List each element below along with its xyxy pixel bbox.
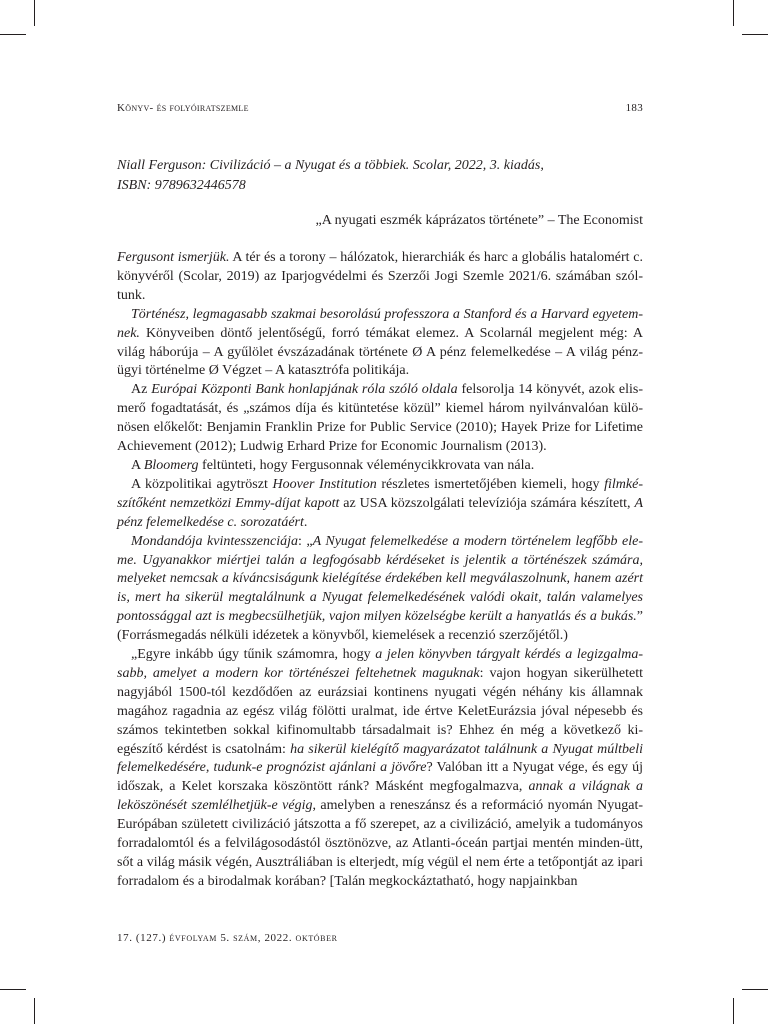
book-citation	[117, 156, 643, 195]
text-run: A közpolitikai agytröszt	[131, 476, 273, 492]
text-run: az USA közszolgálati televíziója számára készített,	[339, 495, 635, 511]
paragraph-3	[117, 381, 643, 457]
text-run: A tér és a torony – hálózatok, hierarchiák és harc a globális hatalomért c. könyvéről (Scolar, 2019) az Iparjogvédelmi és Szerzői Jogi Szemle 2021/6. számában szól-tunk.	[117, 250, 643, 303]
paragraph-7	[117, 646, 643, 892]
issue-footer: 17. (127.) évfolyam 5. szám, 2022. október	[117, 932, 338, 944]
running-head	[117, 102, 643, 114]
text-run: ” (Forrásmegadás nélküli idézetek a könyvből, kiemelések a recenzió szerzőjétől.)	[117, 609, 643, 644]
crop-mark-bottom-right	[733, 998, 734, 1024]
text-run: : „	[298, 533, 313, 549]
crop-mark-bottom-right-h	[742, 989, 768, 990]
emphasis: Európai Központi Bank honlapjának róla szóló oldala	[151, 382, 458, 398]
emphasis: Bloomerg	[143, 457, 199, 473]
text-run: feltünteti, hogy Fergusonnak véleménycikkrovata van nála.	[198, 457, 535, 473]
text-run: Az	[131, 382, 152, 398]
crop-mark-bottom-left-h	[0, 989, 26, 990]
emphasis: a jelen könyvben tárgyalt kérdés a legizgalma-sabb, amelyet a modern kor történészei feltehetnek maguknak	[117, 647, 643, 681]
text-run: , amelyben a reneszánsz és a reformáció nyomán Nyugat-Európában született civilizáció játszotta a fő szerepet, az a civilizáció, amelyik a tudományos forradalomtól és a felvilágosodástól ösztönözve, az Atlanti-óceán partjai mentén minden-ütt, sőt a világ másik végén, Ausztráliában is elterjedt, míg végül el nem érte a tetőpontját az ipari forradalom és a birodalmak korában? [Talán megkockáztatható, hogy napjainkban	[117, 798, 643, 889]
review-body	[117, 249, 643, 892]
page-number: 183	[625, 102, 643, 114]
emphasis: filmké-szítőként nemzetközi Emmy-díjat kapott	[117, 476, 644, 511]
motto-quote: „A nyugati eszmék káprázatos története” – The Economist	[315, 213, 643, 228]
text-run: felsorolja 14 könyvét, azok elis-merő fogadtatását, és „számos díja és kitüntetése közül” kiemel három nyilvánvalóan külö-nösen előkelőt: Benjamin Franklin Prize for Public Service (2010); Hayek Prize for Lifetime Achievement (2012); Ludwig Erhard Prize for Economic Journalism (2013).	[117, 382, 643, 455]
emphasis: ha sikerül kielégítő magyarázatot találnunk a Nyugat múltbeli felemelkedésére, tudunk-e prognózist ajánlani a jövőre	[117, 741, 643, 776]
emphasis: Mondandója kvintesszenciája	[131, 533, 298, 549]
text-run: „Egyre inkább úgy tűnik számomra, hogy	[131, 647, 376, 663]
paragraph-5	[117, 476, 643, 533]
crop-mark-top-left	[34, 0, 35, 26]
text-run: .	[303, 514, 308, 530]
paragraph-1	[117, 249, 643, 306]
citation-line-1: Niall Ferguson: Civilizáció – a Nyugat és a többiek. Scolar, 2022, 3. kiadás,	[117, 158, 544, 173]
text-run: ? Valóban itt a Nyugat vége, és egy új időszak, a Kelet korszaka köszöntött ránk? Másként megfogalmazva,	[117, 760, 643, 795]
emphasis: A Nyugat felemelkedése a modern történelem legfőbb ele-me. Ugyanakkor miértjei talán a legfogósabb kérdéseket is jelentik a történészek számára, melyeket nemcsak a kíváncsiságunk kielégítése érdekében kell megválaszolnunk, hanem azért is, mert ha sikerül megtalálnunk a Nyugat felemelkedésének valódi okait, talán valamelyes pontossággal azt is megbecsülhetjük, vajon milyen közelségbe került a hanyatlás és a bukás.	[117, 533, 643, 625]
crop-mark-bottom-left	[34, 998, 35, 1024]
crop-mark-top-right-h	[742, 34, 768, 35]
emphasis: A pénz felemelkedése c. sorozatáért	[117, 495, 643, 530]
emphasis: annak a világnak a leköszönését szemlélhetjük-e végig	[117, 779, 643, 814]
crop-mark-top-left-h	[0, 34, 26, 35]
citation-isbn: ISBN: 9789632446578	[117, 177, 246, 193]
text-run: A	[131, 457, 144, 473]
paragraph-4	[117, 457, 643, 476]
emphasis: Hoover Institution	[272, 476, 377, 492]
text-run: : vajon hogyan sikerülhetett nagyjából 1500-tól kezdődően az eurázsiai kontinens nyugati végén néhány kis államnak magához ragadnia az egész világ fölötti uralmat, ide értve KeletEurázsia jóval népesebb és számos tekintetben sokkal kifinomultabb társadalmait is? Ehhez én még a következő ki-egészítő kérdést is csatolnám:	[117, 665, 643, 757]
paragraph-6	[117, 533, 643, 646]
text-run: részletes ismertetőjében kiemeli, hogy	[376, 476, 605, 492]
text-run: Könyveiben döntő jelentőségű, forró témákat elemez. A Scolarnál megjelent még: A világ háborúja – A gyűlölet évszázadának története Ø A pénz felemelkedése – A világ pénz-ügyi történelme Ø Végzet – A katasztrófa politikája.	[117, 325, 643, 379]
crop-mark-top-right	[733, 0, 734, 26]
emphasis: Fergusont ismerjük.	[117, 250, 230, 265]
emphasis: Történész, legmagasabb szakmai besorolású professzora a Stanford és a Harvard egyetem-nek.	[117, 306, 643, 341]
journal-section-title: Könyv- és folyóiratszemle	[117, 102, 249, 114]
paragraph-2	[117, 306, 643, 382]
